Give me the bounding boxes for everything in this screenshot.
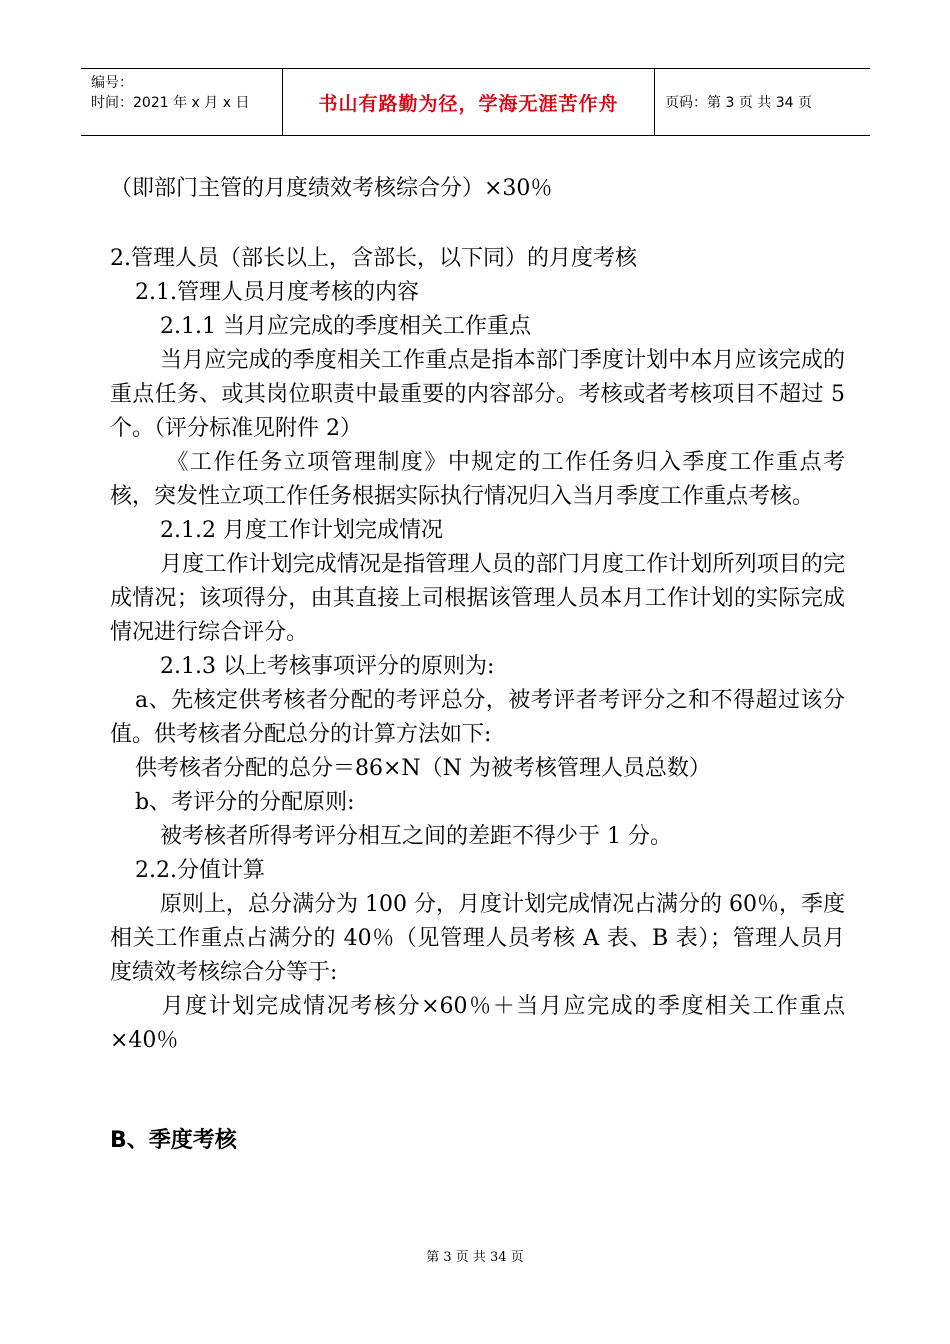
heading-2-1-1: 2.1.1 当月应完成的季度相关工作重点 (160, 314, 531, 339)
header-motto: 书山有路勤为径，学海无涯苦作舟 (283, 69, 655, 135)
formula-total-score: 供考核者分配的总分＝86×N（N 为被考核管理人员总数） (135, 756, 711, 781)
header-page-info: 页码：第 3 页 共 34 页 (665, 95, 812, 111)
header-meta (81, 69, 283, 135)
page-footer: 第 3 页 共 34 页 (426, 1250, 524, 1265)
document-body (110, 172, 845, 1158)
paragraph-monthly-plan: 月度工作计划完成情况是指管理人员的部门月度工作计划所列项目的完成情况；该项得分，由其直接上司根据该管理人员本月工作计划的实际完成情况进行综合评分。 (110, 552, 845, 645)
heading-2-1-2: 2.1.2 月度工作计划完成情况 (160, 518, 443, 543)
heading-2-2: 2.2.分值计算 (135, 858, 265, 883)
serial-number-label: 编号： (91, 75, 133, 91)
paragraph-score-formula: 月度计划完成情况考核分×60％＋当月应完成的季度相关工作重点×40％ (110, 994, 845, 1053)
heading-2-1-3: 2.1.3 以上考核事项评分的原则为: (160, 654, 495, 679)
document-header (81, 68, 870, 136)
date-label: 时间：2021 年 x 月 x 日 (91, 95, 250, 111)
paragraph-rule-a: a、先核定供考核者分配的考评总分，被考评者考评分之和不得超过该分值。供考核者分配总分的计算方法如下: (110, 688, 845, 747)
section-b-title: B、季度考核 (110, 1128, 237, 1153)
paragraph-task-system: 《工作任务立项管理制度》中规定的工作任务归入季度工作重点考核，突发性立项工作任务根据实际执行情况归入当月季度工作重点考核。 (110, 450, 845, 509)
rule-b-heading: b、考评分的分配原则: (135, 790, 355, 815)
heading-2-1: 2.1.管理人员月度考核的内容 (135, 280, 419, 305)
rule-b-text: 被考核者所得考评分相互之间的差距不得少于 1 分。 (160, 824, 672, 849)
paragraph-score-calc: 原则上，总分满分为 100 分，月度计划完成情况占满分的 60％，季度相关工作重点占满分的 40％（见管理人员考核 A 表、B 表）；管理人员月度绩效考核综合分等于: (110, 892, 845, 985)
heading-2: 2.管理人员（部长以上，含部长，以下同）的月度考核 (110, 246, 637, 271)
formula-continuation: （即部门主管的月度绩效考核综合分）×30％ (110, 176, 553, 201)
paragraph-quarterly-focus: 当月应完成的季度相关工作重点是指本部门季度计划中本月应该完成的重点任务、或其岗位职责中最重要的内容部分。考核或者考核项目不超过 5 个。（评分标准见附件 2） (110, 348, 845, 441)
